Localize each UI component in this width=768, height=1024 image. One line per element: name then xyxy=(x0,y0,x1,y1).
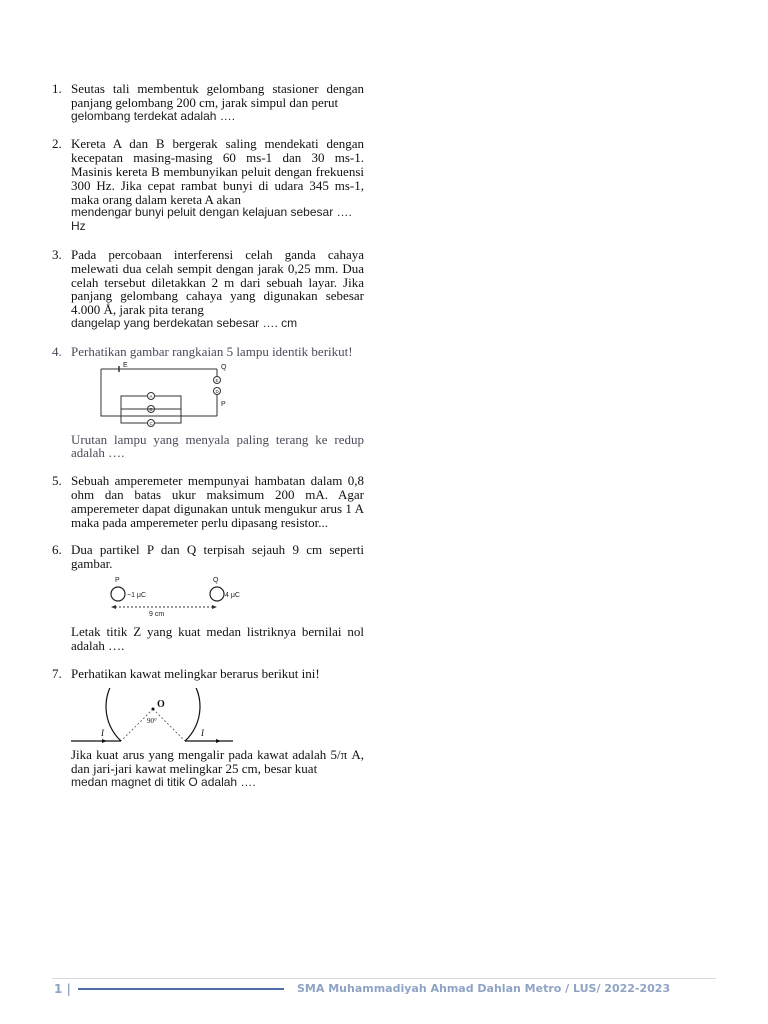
arrow-left-icon xyxy=(111,605,116,609)
question-text: Kereta A dan B bergerak saling mendekati dengan kecepatan masing-masing 60 ms-1 dan 30 ms-1. Masinis kereta B membunyikan peluit dengan frekuensi 300 Hz. Jika cepat rambat bunyi di udara 345 ms-1, maka orang dalam kereta A akan xyxy=(71,136,364,207)
question-followup: Urutan lampu yang menyala paling terang ke redup adalah …. xyxy=(71,431,364,461)
question-text: Pada percobaan interferensi celah ganda cahaya melewati dua celah sempit dengan jarak 0,25 mm. Dua celah tersebut diletakkan 2 m dari sebuah layar. Jika panjang gelombang cahaya yang digunakan sebesar 4.000 Å, jarak pita terang xyxy=(71,246,364,318)
question-text: Perhatikan gambar rangkaian 5 lampu identik berikut! xyxy=(71,343,353,359)
question-number: 3. xyxy=(52,246,62,262)
label-p: P xyxy=(115,576,120,584)
label-e: E xyxy=(123,361,128,369)
lamp-b-label: B xyxy=(149,406,153,412)
circuit-diagram xyxy=(93,361,233,431)
footer-rule xyxy=(78,988,284,990)
question-3 xyxy=(52,248,364,331)
question-number: 2. xyxy=(52,136,62,152)
question-1 xyxy=(52,82,364,123)
charge-p-label: −1 μC xyxy=(127,591,147,599)
question-6 xyxy=(52,543,364,652)
question-text: Perhatikan kawat melingkar berarus berikut ini! xyxy=(71,665,320,681)
question-tail: gelombang terdekat adalah …. xyxy=(71,108,236,123)
question-5 xyxy=(52,474,364,529)
particle-q-icon xyxy=(210,587,224,601)
question-number: 5. xyxy=(52,473,62,489)
lamp-a-label: A xyxy=(149,393,153,399)
current-arrow-icon xyxy=(216,739,221,743)
question-number: 4. xyxy=(52,343,62,359)
page-number: 1 | xyxy=(54,982,71,996)
question-2 xyxy=(52,137,364,234)
center-point xyxy=(152,708,155,711)
question-tail: dangelap yang berdekatan sebesar …. cm xyxy=(71,315,298,330)
arrow-right-icon xyxy=(212,605,217,609)
circular-wire xyxy=(106,688,200,741)
school-footer-text: SMA Muhammadiyah Ahmad Dahlan Metro / LUS/ 2022-2023 xyxy=(297,982,671,995)
charges-diagram xyxy=(107,575,257,621)
label-o: O xyxy=(157,699,165,711)
question-followup: Jika kuat arus yang mengalir pada kawat adalah 5/π A, dan jari-jari kawat melingkar 25 cm, besar kuat xyxy=(71,747,364,777)
lamp-c-label: C xyxy=(149,420,153,426)
question-tail: medan magnet di titik O adalah …. xyxy=(71,774,256,789)
question-text: Dua partikel P dan Q terpisah sejauh 9 cm seperti gambar. xyxy=(71,542,364,572)
question-column xyxy=(52,82,364,804)
current-arrow-icon xyxy=(102,739,107,743)
lamp-e-label: E xyxy=(215,377,219,383)
question-text: Sebuah amperemeter mempunyai hambatan dalam 0,8 ohm dan batas ukur maksimum 200 mA. Agar amperemeter dapat digunakan untuk mengukur arus 1 A maka pada amperemeter perlu dipasang resistor... xyxy=(71,473,364,530)
question-number: 1. xyxy=(52,81,62,96)
page-footer xyxy=(52,978,716,998)
particle-p-icon xyxy=(111,587,125,601)
lamp-d-label: D xyxy=(215,388,219,394)
question-number: 6. xyxy=(52,542,62,558)
question-text: Seutas tali membentuk gelombang stasioner dengan panjang gelombang 200 cm, jarak simpul dan perut xyxy=(71,81,364,110)
distance-label: 9 cm xyxy=(149,610,165,618)
radius-line xyxy=(121,709,153,741)
footer-divider xyxy=(52,978,716,979)
circuit-wire xyxy=(101,375,121,416)
label-q: Q xyxy=(213,576,219,584)
radius-line xyxy=(153,709,185,741)
question-4 xyxy=(52,345,364,460)
label-q: Q xyxy=(221,363,227,371)
current-label-left: I xyxy=(101,728,104,739)
charge-q-label: 4 μC xyxy=(225,591,240,599)
question-tail: mendengar bunyi peluit dengan kelajuan sebesar …. Hz xyxy=(71,205,352,234)
current-label-right: I xyxy=(201,728,204,739)
question-number: 7. xyxy=(52,665,62,681)
circular-wire-diagram xyxy=(71,688,251,748)
question-7 xyxy=(52,667,364,790)
angle-label: 90° xyxy=(147,717,157,726)
question-followup: Letak titik Z yang kuat medan listriknya bernilai nol adalah …. xyxy=(71,623,364,653)
label-p: P xyxy=(221,400,226,408)
